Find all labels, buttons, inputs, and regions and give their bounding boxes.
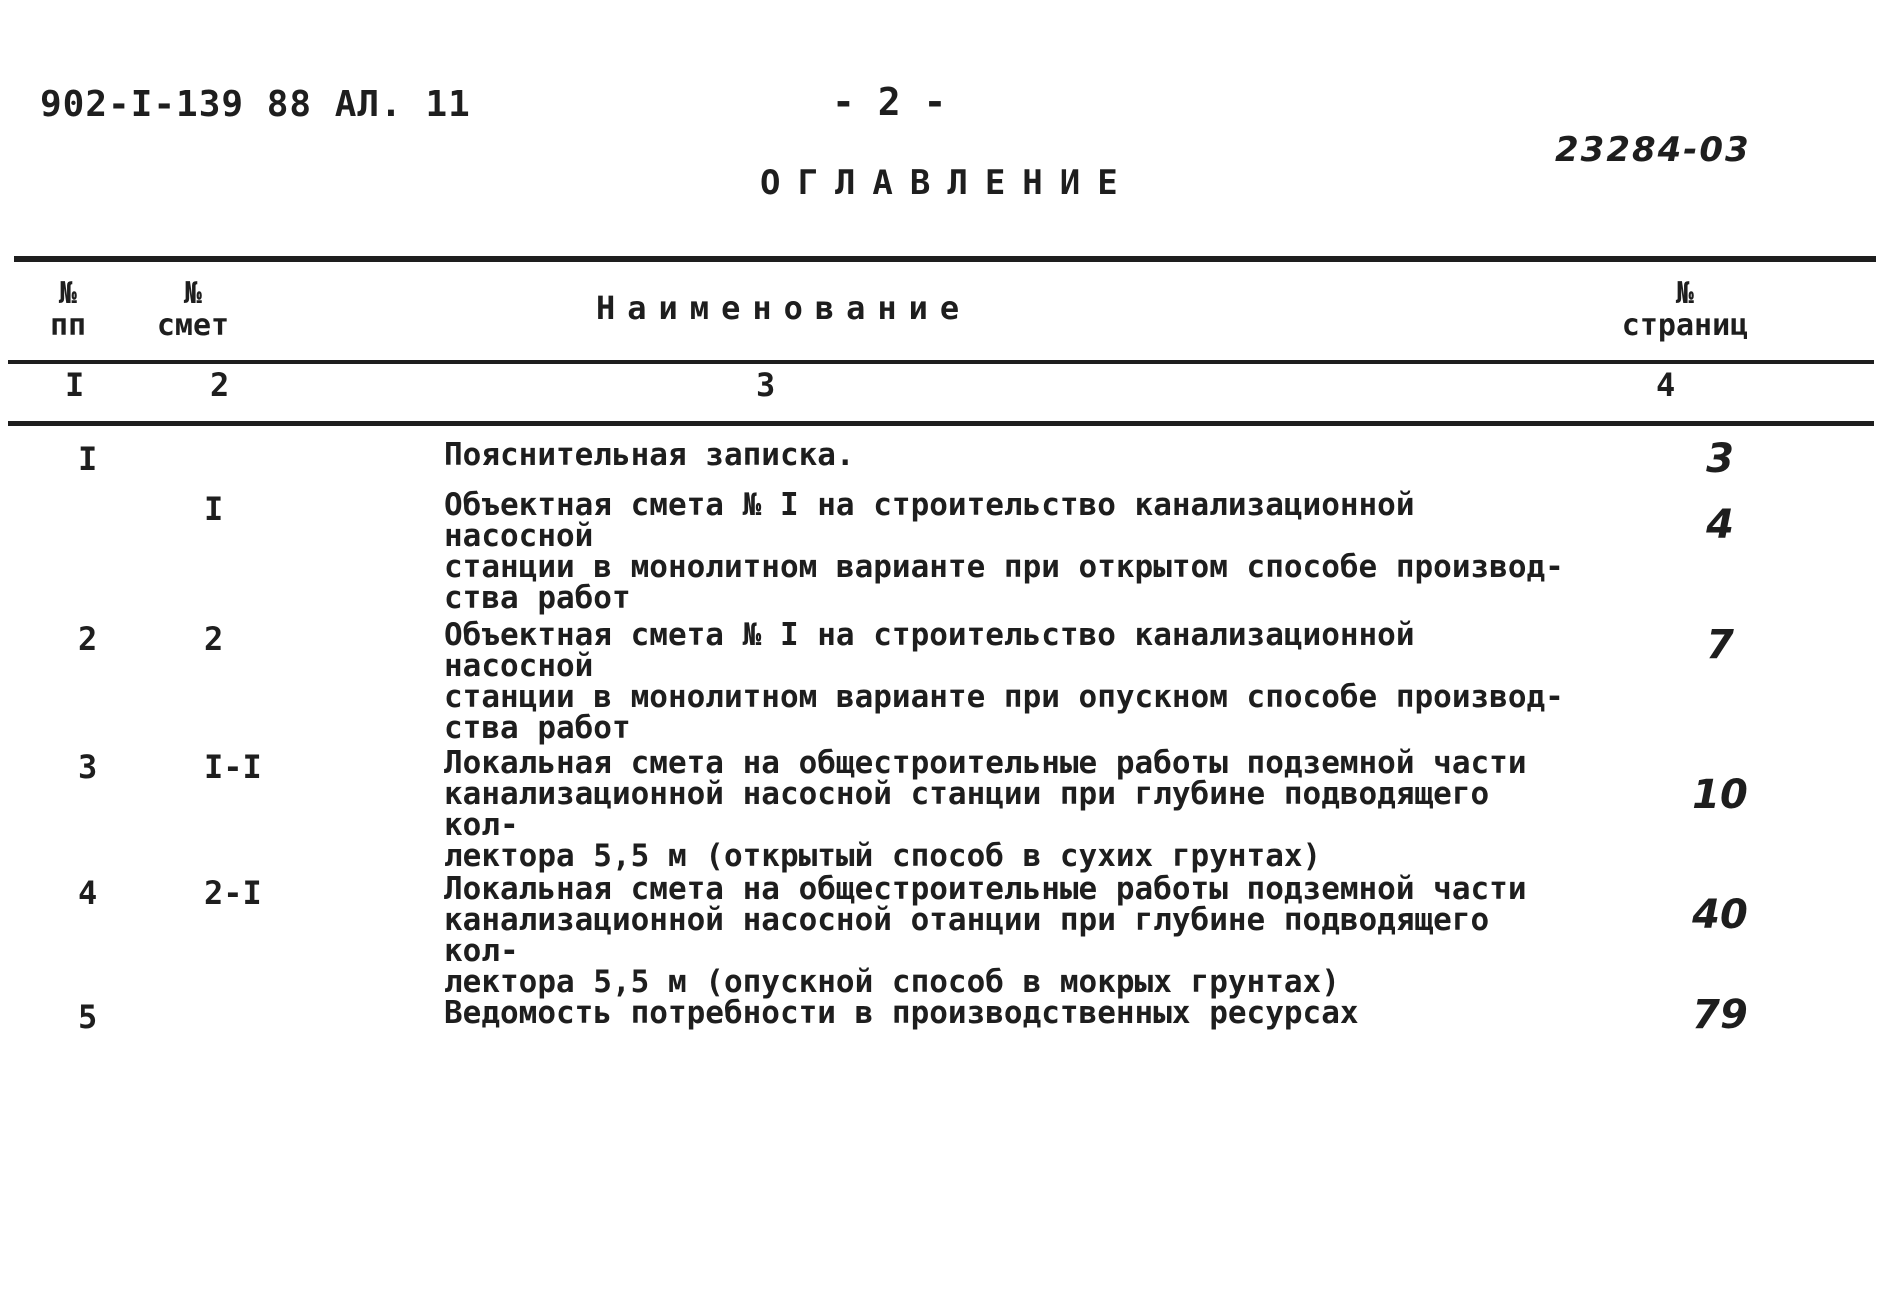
row-name: Локальная смета на общестроительные работы подземной части канализационной насосной станции при глубине подводящего кол- лектора 5,5 м (открытый способ в сухих грунтах) bbox=[444, 745, 1527, 874]
document-code: 902-I-139 88 АЛ. 11 bbox=[40, 84, 471, 125]
row-name: Объектная смета № I на строительство канализационной насосной станции в монолитном варианте при открытом способе производ- ства работ bbox=[444, 487, 1564, 616]
table-top-rule bbox=[14, 256, 1876, 262]
row-page: 7 bbox=[1706, 622, 1734, 668]
page-title: ОГЛАВЛЕНИЕ bbox=[760, 163, 1135, 203]
header-number-sign: № пп bbox=[49, 276, 87, 343]
column-header-pages bbox=[1610, 278, 1760, 342]
column-header-name: Наименование bbox=[596, 289, 972, 327]
header-estimate-label: № смет bbox=[156, 276, 230, 343]
row-name: Объектная смета № I на строительство канализационной насосной станции в монолитном варианте при опускном способе производ- ства работ bbox=[444, 617, 1564, 746]
row-name: Пояснительная записка. bbox=[444, 437, 855, 473]
header-pages-label: № страниц bbox=[1621, 276, 1749, 343]
table-header-rule bbox=[8, 360, 1874, 364]
row-estimate: 2 bbox=[204, 620, 224, 658]
row-estimate: I bbox=[204, 490, 224, 528]
row-page: 79 bbox=[1692, 992, 1748, 1038]
row-number: 4 bbox=[78, 874, 98, 912]
row-estimate: 2-I bbox=[204, 874, 262, 912]
row-number: 2 bbox=[78, 620, 98, 658]
row-number: I bbox=[78, 440, 98, 478]
row-page: 4 bbox=[1706, 502, 1734, 548]
row-estimate: I-I bbox=[204, 748, 262, 786]
row-name: Ведомость потребности в производственных ресурсах bbox=[444, 995, 1359, 1031]
archive-number: 23284-03 bbox=[1555, 130, 1751, 170]
column-number-4: 4 bbox=[1656, 366, 1676, 404]
row-name: Локальная смета на общестроительные работы подземной части канализационной насосной отанции при глубине подводящего кол- лектора 5,5 м (опускной способ в мокрых грунтах) bbox=[444, 871, 1527, 1000]
column-number-2: 2 bbox=[210, 366, 230, 404]
row-page: 10 bbox=[1692, 772, 1748, 818]
column-header-estimate-number bbox=[148, 278, 238, 342]
row-page: 3 bbox=[1706, 436, 1734, 482]
row-number: 5 bbox=[78, 998, 98, 1036]
row-page: 40 bbox=[1692, 892, 1748, 938]
column-number-1: I bbox=[65, 366, 85, 404]
table-body-rule bbox=[8, 421, 1874, 426]
column-header-item-number bbox=[38, 278, 98, 342]
page-number: - 2 - bbox=[832, 80, 947, 124]
column-number-3: 3 bbox=[756, 366, 776, 404]
row-number: 3 bbox=[78, 748, 98, 786]
